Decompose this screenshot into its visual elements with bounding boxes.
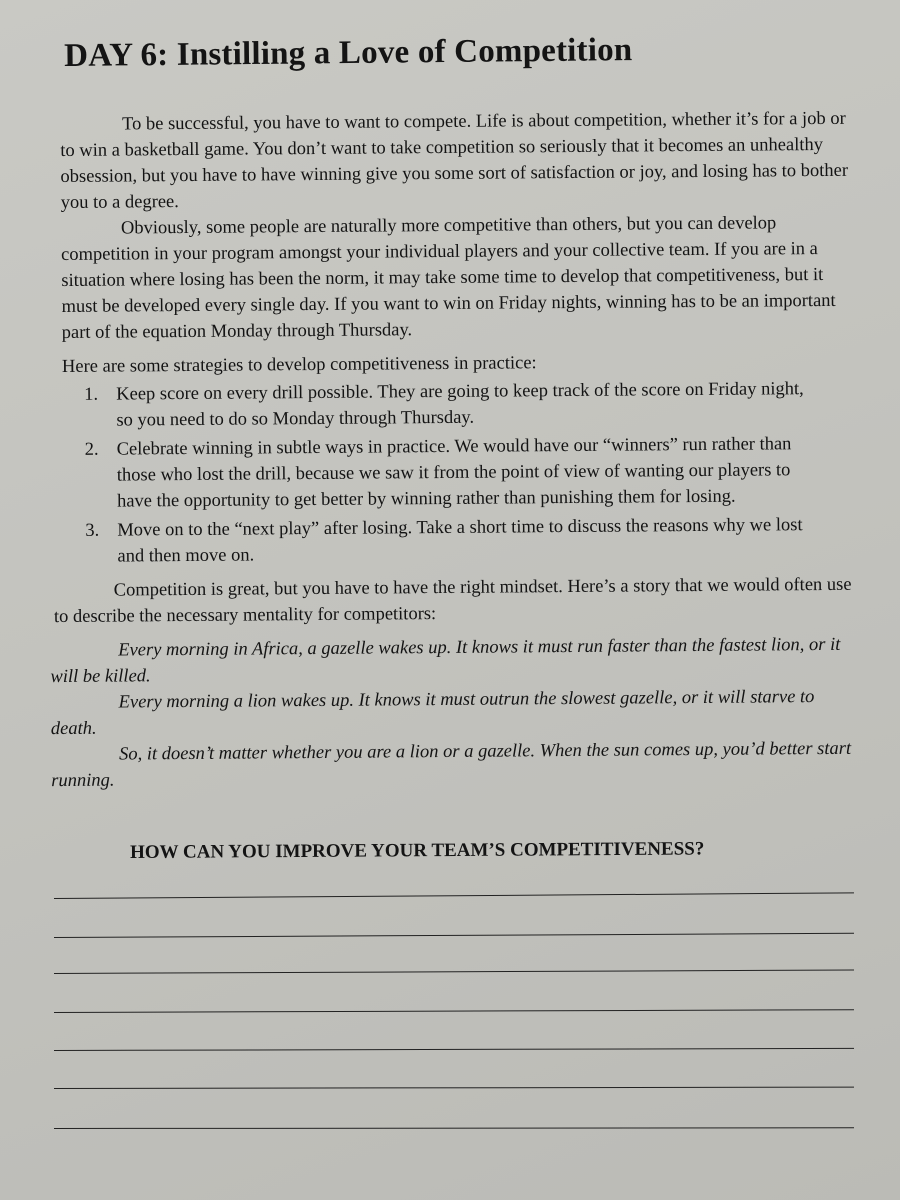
list-item (85, 512, 863, 570)
strategies-list (62, 376, 863, 570)
answer-line[interactable] (54, 892, 854, 899)
list-number: 3. (85, 520, 100, 541)
story-quote (50, 632, 865, 794)
paragraph: To be successful, you have to want to compete. Life is about competition, whether it’s for a job or to win a basketball game. You don’t want to take competition so seriously that it becomes an unhealthy obsession, but you have to have winning give you some sort of satisfaction or joy, and losing has to bother you to a degree. (60, 108, 849, 213)
list-number: 1. (84, 384, 99, 405)
answer-line[interactable] (54, 933, 854, 938)
competition-paragraph: Competition is great, but you have to have the right mindset. Here’s a story that we would often use to describe the necessary mentality for competitors: (53, 574, 852, 628)
strategies-intro: Here are some strategies to develop competitiveness in practice: (61, 353, 537, 377)
list-item (84, 376, 862, 434)
question-heading: HOW CAN YOU IMPROVE YOUR TEAM’S COMPETITIVENESS? (130, 838, 705, 863)
list-item-text: Move on to the “next play” after losing. Take a short time to discuss the reasons why we lost and then move on. (117, 515, 803, 567)
list-item (85, 431, 864, 515)
answer-line[interactable] (54, 1087, 854, 1089)
body-text (50, 106, 865, 794)
answer-line[interactable] (54, 970, 854, 974)
list-item-text: Celebrate winning in subtle ways in practice. We would have our “winners” run rather than those who lost the drill, because we saw it from the point of view of wanting our players to have the opportunity to get better by winning rather than punishing them for losing. (116, 434, 792, 512)
list-item-text: Keep score on every drill possible. They are going to keep track of the score on Friday night, so you need to do so Monday through Thursday. (116, 379, 804, 431)
story-line: Every morning in Africa, a gazelle wakes up. It knows it must run faster than the fastest lion, or it will be killed. (50, 634, 841, 688)
answer-line[interactable] (54, 1127, 854, 1129)
list-number: 2. (84, 439, 99, 460)
answer-line[interactable] (54, 1009, 854, 1013)
answer-line[interactable] (54, 1048, 854, 1051)
page-title: DAY 6: Instilling a Love of Competition (64, 32, 633, 74)
story-line: So, it doesn’t matter whether you are a lion or a gazelle. When the sun comes up, you’d better start running. (51, 738, 852, 792)
paragraph: Obviously, some people are naturally more competitive than others, but you can develop competition in your program amongst your individual players and your collective team. If you are in a situation where losing has been the norm, it may take some time to develop that competitiveness, but it must be developed every single day. If you want to win on Friday nights, winning has to be an important part of the equation Monday through Thursday. (61, 213, 836, 343)
story-line: Every morning a lion wakes up. It knows it must outrun the slowest gazelle, or it will starve to death. (50, 687, 815, 740)
